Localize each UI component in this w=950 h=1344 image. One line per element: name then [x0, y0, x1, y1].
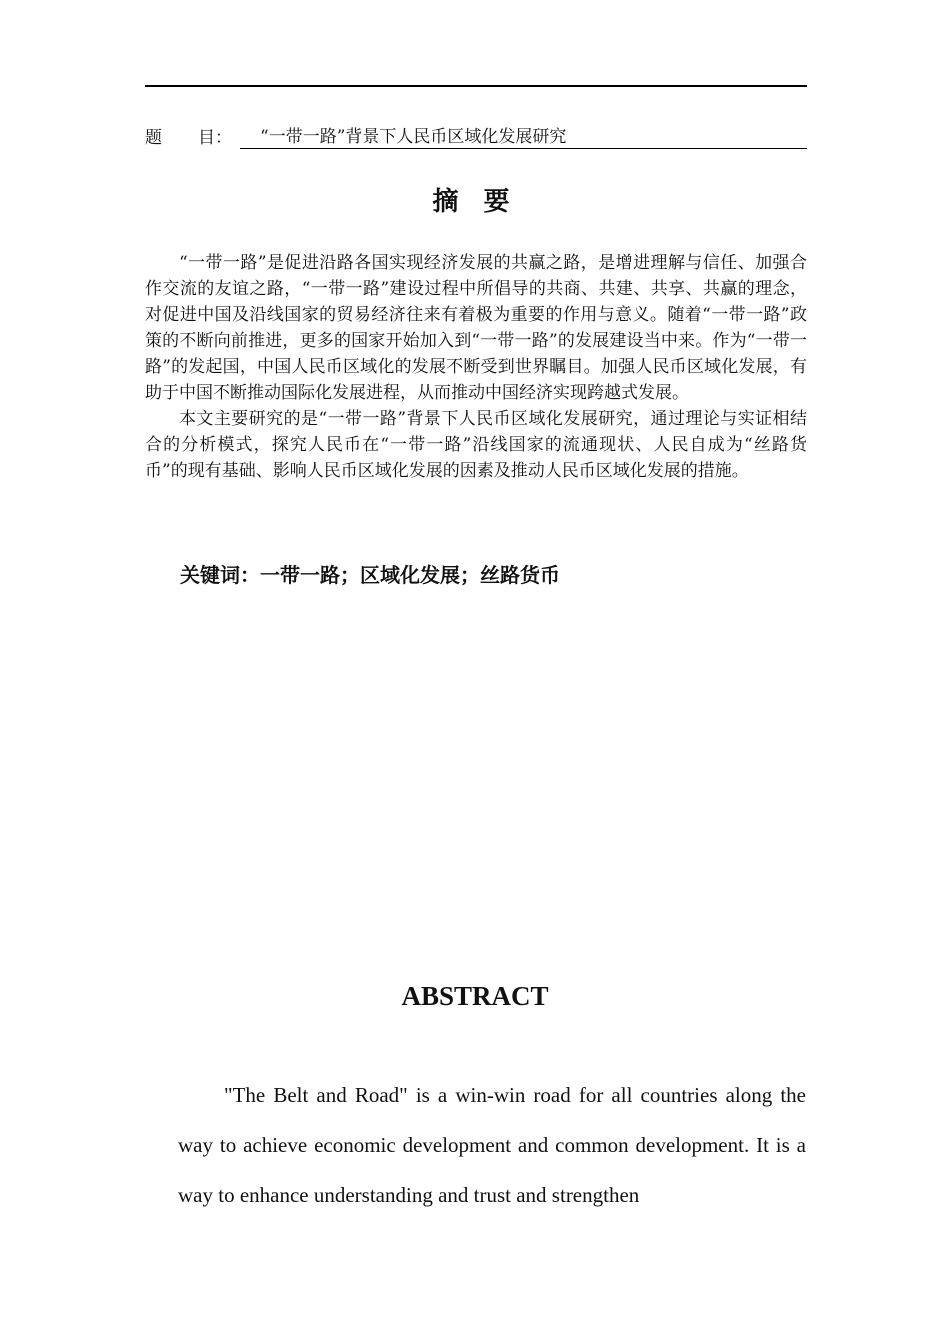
chinese-abstract-paragraph-2: 本文主要研究的是“一带一路”背景下人民币区域化发展研究，通过理论与实证相结合的分析模式，探究人民币在“一带一路”沿线国家的流通现状、人民自成为“丝路货币”的现有基础、影响人民币区域化发展的因素及推动人民币区域化发展的措施。 — [145, 409, 807, 481]
thesis-title: “一带一路”背景下人民币区域化发展研究 — [240, 126, 807, 149]
header-rule — [145, 85, 807, 87]
chinese-abstract-body — [145, 250, 807, 484]
chinese-abstract-paragraph-1: “一带一路”是促进沿路各国实现经济发展的共赢之路，是增进理解与信任、加强合作交流的友谊之路，“一带一路”建设过程中所倡导的共商、共建、共享、共赢的理念，对促进中国及沿线国家的贸易经济往来有着极为重要的作用与意义。随着“一带一路”政策的不断向前推进，更多的国家开始加入到“一带一路”的发展建设当中来。作为“一带一路”的发起国，中国人民币区域化的发展不断受到世界瞩目。加强人民币区域化发展，有助于中国不断推动国际化发展进程，从而推动中国经济实现跨越式发展。 — [145, 253, 807, 403]
thesis-title-line — [145, 126, 807, 150]
chinese-keywords: 关键词：一带一路；区域化发展；丝路货币 — [180, 563, 560, 587]
english-abstract-paragraph: "The Belt and Road" is a win-win road for all countries along the way to achieve economic development and common development. It is a way to enhance understanding and trust and strengthen — [178, 1083, 806, 1207]
chinese-abstract-heading: 摘 要 — [432, 187, 518, 217]
title-label-right: 目： — [198, 128, 232, 148]
title-label-left: 题 — [145, 128, 162, 148]
english-abstract-body — [178, 1070, 806, 1320]
english-abstract-heading: ABSTRACT — [401, 981, 549, 1011]
title-label — [145, 126, 232, 150]
